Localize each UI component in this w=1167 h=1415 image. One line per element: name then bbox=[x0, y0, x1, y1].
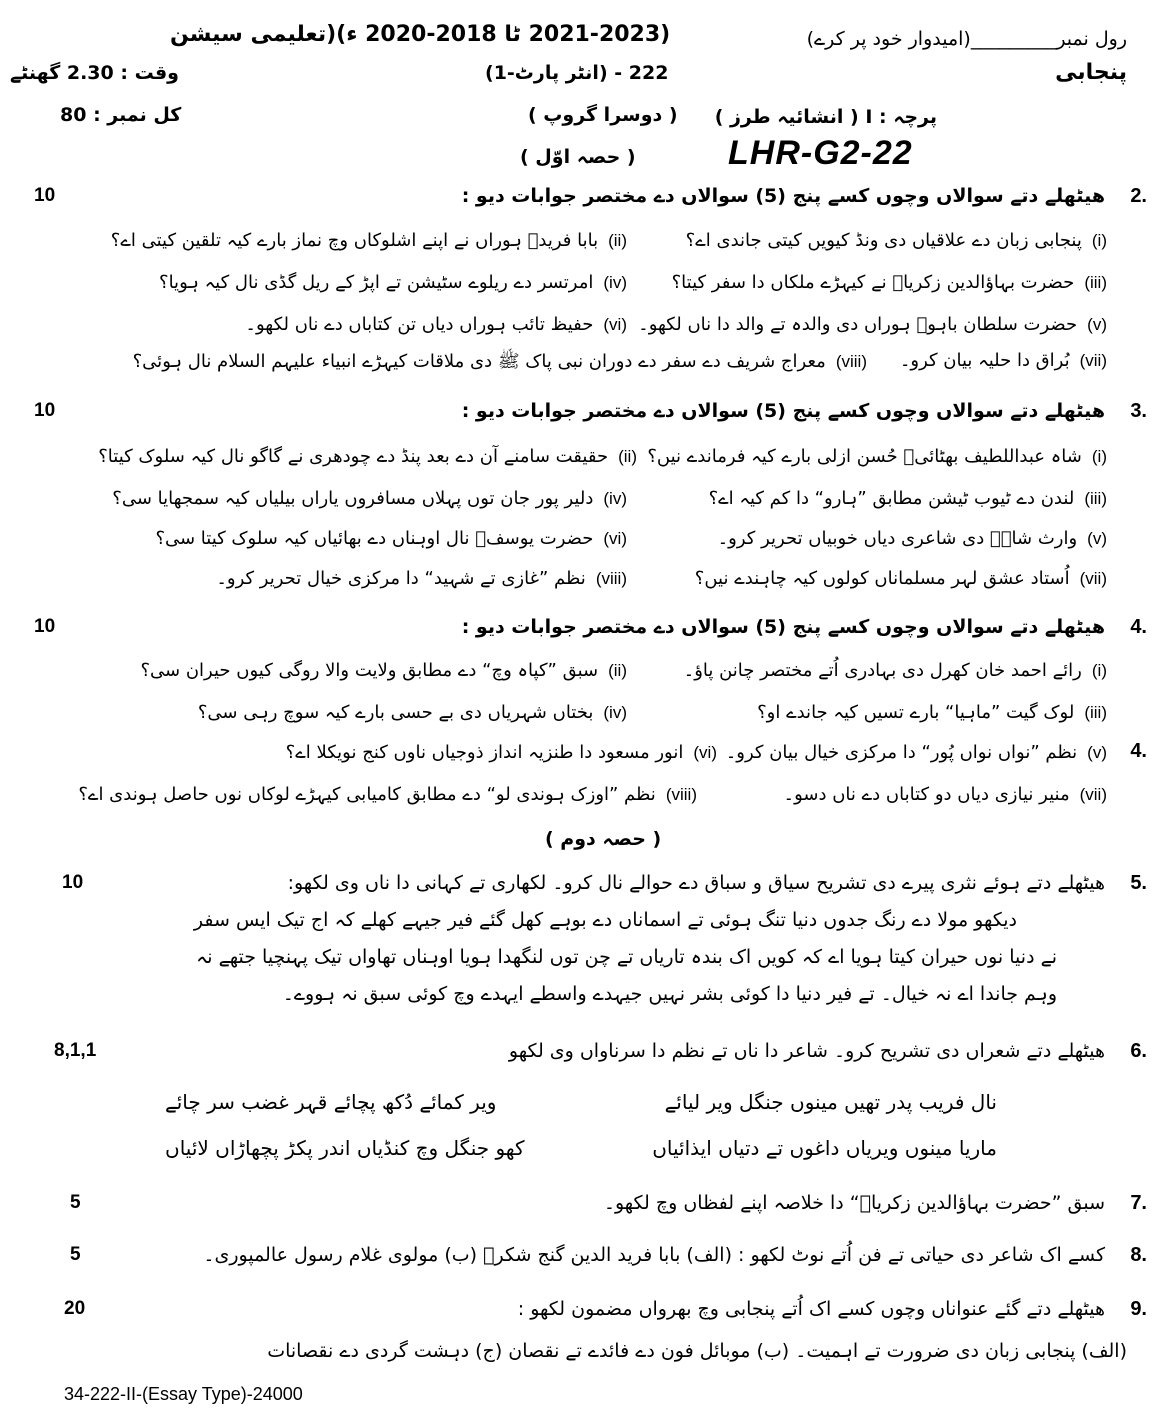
subject-title: پنجابی bbox=[1055, 60, 1127, 85]
q4-part-vii: (vii)منیر نیازی دیاں دو کتاباں دے ناں دسو۔ bbox=[783, 784, 1107, 805]
question-9-header bbox=[20, 1298, 1147, 1326]
question-number: 6. bbox=[1130, 1040, 1147, 1062]
session-line: (2021-2023 ٹا 2018-2020 ء)(تعلیمی سیشن bbox=[170, 22, 671, 47]
question-number: 5. bbox=[1130, 872, 1147, 894]
q4-part-vi: (vi)انور مسعود دا طنزیہ انداز ذوجیاں ناوں کنج نویکلا اے؟ bbox=[285, 742, 717, 763]
question-marks: 10 bbox=[34, 616, 56, 637]
question-number: 3. bbox=[1130, 400, 1147, 422]
question-marks: 10 bbox=[34, 400, 56, 421]
question-3-header bbox=[20, 400, 1147, 428]
question-4-header bbox=[20, 616, 1147, 644]
passage-line: نے دنیا نوں حیران کیتا ہویا اے کہ کویں اک بندہ تاریاں تے چن توں لنگھدا ہویا اوہناں تھاواں تیک پہنچیا جتھے نہ bbox=[196, 946, 1057, 968]
q4-part-iv: (iv)بختاں شہریاں دی بے حسی بارے کیہ سوچ رہی سی؟ bbox=[197, 702, 627, 723]
q4-part-v: (v)نظم ”نواں نواں پُور“ دا مرکزی خیال بیان کرو۔ bbox=[725, 742, 1107, 763]
question-marks: 10 bbox=[34, 185, 56, 206]
roll-number-line: رول نمبر_________(امیدوار خود پر کرے) bbox=[806, 28, 1127, 50]
q2-part-ii: (ii)بابا فریدؒ ہوراں نے اپنے اشلوکاں وچ نماز بارے کیہ تلقین کیتی اے؟ bbox=[110, 230, 627, 251]
total-marks: کل نمبر : 80 bbox=[60, 104, 182, 126]
course-code: 222 - (انٹر پارٹ-1) bbox=[485, 62, 669, 84]
question-number: 4. bbox=[1130, 616, 1147, 638]
question-instruction: ھیٹھلے دتے ہوئے نثری پیرے دی تشریح سیاق و سباق دے حوالے نال کرو۔ لکھاری تے کہانی دا ناں وی لکھو: bbox=[287, 872, 1105, 894]
verse-line-2-left: کھو جنگل وچ کنڈیاں اندر پکڑ پچھاڑاں لائیاں bbox=[165, 1136, 525, 1160]
section-one-title: ( حصہ اوّل ) bbox=[520, 146, 636, 168]
question-marks: 10 bbox=[62, 872, 84, 893]
question-8-header bbox=[20, 1244, 1147, 1272]
group-label: ( دوسرا گروپ ) bbox=[528, 104, 678, 126]
q3-part-v: (v)وارث شاہؒ دی شاعری دیاں خوبیاں تحریر کرو۔ bbox=[717, 528, 1107, 549]
q2-part-iv: (iv)امرتسر دے ریلوے سٹیشن تے اپڑ کے ریل گڈی نال کیہ ہویا؟ bbox=[159, 272, 627, 293]
verse-line-1-right: نال فریب پدر تھیں مینوں جنگل ویر لیائے bbox=[664, 1090, 997, 1114]
q4-part-iii: (iii)لوک گیت ”ماہیا“ بارے تسیں کیہ جاندے او؟ bbox=[757, 702, 1107, 723]
q2-part-v: (v)حضرت سلطان باہوؒ ہوراں دی والدہ تے والد دا ناں لکھو۔ bbox=[638, 314, 1107, 335]
question-marks: 8,1,1 bbox=[54, 1040, 97, 1061]
q3-part-iii: (iii)لندن دے ٹیوب ٹیشن مطابق ”ہارو“ دا کم کیہ اے؟ bbox=[708, 488, 1107, 509]
question-instruction: ھیٹھلے دتے سوالاں وچوں کسے پنج (5) سوالاں دے مختصر جوابات دیو : bbox=[461, 616, 1105, 638]
q3-part-viii: (viii)نظم ”غازی تے شہید“ دا مرکزی خیال تحریر کرو۔ bbox=[216, 568, 627, 589]
time-label: وقت : 2.30 گھنٹے bbox=[10, 62, 179, 84]
q3-part-ii: (ii)حقیقت سامنے آن دے بعد پنڈ دے چودھری نے گاگو نال کیہ سلوک کیتا؟ bbox=[98, 446, 637, 467]
question-number: 8. bbox=[1130, 1244, 1147, 1266]
question-number: 9. bbox=[1130, 1298, 1147, 1320]
question-instruction: کسے اک شاعر دی حیاتی تے فن اُتے نوٹ لکھو : (الف) بابا فرید الدین گنج شکرؒ (ب) مولوی غلام رسول عالمپوری۔ bbox=[203, 1244, 1105, 1266]
verse-line-2-right: ماریا مینوں ویریاں داغوں تے دتیاں ایذائیاں bbox=[652, 1136, 997, 1160]
question-6-header bbox=[20, 1040, 1147, 1068]
q3-part-i: (i)شاہ عبداللطیف بھٹائیؒ حُسن ازلی بارے کیہ فرماندے نیں؟ bbox=[647, 446, 1107, 467]
question-4-repeat-number: 4. bbox=[1130, 740, 1147, 762]
question-marks: 20 bbox=[64, 1298, 86, 1319]
question-instruction: ھیٹھلے دتے سوالاں وچوں کسے پنج (5) سوالاں دے مختصر جوابات دیو : bbox=[461, 185, 1105, 207]
question-5-header bbox=[20, 872, 1147, 900]
q4-part-ii: (ii)سبق ”کپاہ وچ“ دے مطابق ولایت والا روگی کیوں حیران سی؟ bbox=[140, 660, 627, 681]
question-marks: 5 bbox=[70, 1192, 81, 1213]
question-number: 2. bbox=[1130, 185, 1147, 207]
q4-part-viii: (viii)نظم ”اوزک ہوندی لو“ دے مطابق کامیابی کیہڑے لوکاں نوں حاصل ہوندی اے؟ bbox=[78, 784, 697, 805]
q2-part-viii: (viii)معراج شریف دے سفر دے دوران نبی پاک ﷺ دی ملاقات کیہڑے انبیاء علیہم السلام نال ہوئی؟ bbox=[132, 351, 867, 372]
q3-part-iv: (iv)دلیر پور جان توں پہلاں مسافروں یاراں بیلیاں کیہ سمجھایا سی؟ bbox=[112, 488, 627, 509]
essay-options: (الف) پنجابی زبان دی ضرورت تے اہمیت۔ (ب) موبائل فون دے فائدے تے نقصان (ج) دہشت گردی دے نقصانات bbox=[267, 1340, 1127, 1362]
section-two-title: ( حصہ دوم ) bbox=[545, 828, 662, 850]
question-marks: 5 bbox=[70, 1244, 81, 1265]
question-number: 7. bbox=[1130, 1192, 1147, 1214]
paper-label: پرچہ : I ( انشائیہ طرز ) bbox=[714, 106, 937, 128]
question-instruction: ھیٹھلے دتے سوالاں وچوں کسے پنج (5) سوالاں دے مختصر جوابات دیو : bbox=[461, 400, 1105, 422]
paper-footer-code: 34-222-II-(Essay Type)-24000 bbox=[64, 1384, 303, 1404]
passage-line: دیکھو مولا دے رنگ جدوں دنیا تنگ ہوئی تے اسماناں دے بوہے کھل گئے فیر جیہے کھلے کہ اج تیک ایس سفر bbox=[193, 909, 1017, 931]
q3-part-vi: (vi)حضرت یوسفؑ نال اوہناں دے بھائیاں کیہ سلوک کیتا سی؟ bbox=[155, 528, 627, 549]
question-instruction: ھیٹھلے دتے شعراں دی تشریح کرو۔ شاعر دا ناں تے نظم دا سرناواں وی لکھو bbox=[508, 1040, 1105, 1062]
prose-passage bbox=[97, 902, 1057, 1013]
q3-part-vii: (vii)اُستاد عشق لہر مسلماناں کولوں کیہ چاہندے نیں؟ bbox=[694, 568, 1107, 589]
question-instruction: سبق ”حضرت بہاؤالدین زکریاؒ“ دا خلاصہ اپنے لفظاں وچ لکھو۔ bbox=[603, 1192, 1105, 1214]
q2-part-iii: (iii)حضرت بہاؤالدین زکریاؒ نے کیہڑے ملکاں دا سفر کیتا؟ bbox=[671, 272, 1107, 293]
q2-part-vi: (vi)حفیظ تائب ہوراں دیاں تن کتاباں دے ناں لکھو۔ bbox=[245, 314, 627, 335]
passage-line: وہم جاندا اے نہ خیال۔ تے فیر دنیا دا کوئی بشر نہیں جیہدے واسطے ایہدے وچ کوئی سبق نہ ہووے۔ bbox=[282, 983, 1057, 1005]
board-stamp: LHR-G2-22 bbox=[728, 134, 913, 172]
question-instruction: ھیٹھلے دتے گئے عنواناں وچوں کسے اک اُتے پنجابی وچ بھرواں مضمون لکھو : bbox=[517, 1298, 1105, 1320]
question-7-header bbox=[20, 1192, 1147, 1220]
verse-line-1-left: ویر کمائے دُکھ پچائے قہر غضب سر چائے bbox=[165, 1090, 497, 1114]
q4-part-i: (i)رائے احمد خان کھرل دی بہادری اُتے مختصر چانن پاؤ۔ bbox=[683, 660, 1107, 681]
question-2-header bbox=[20, 185, 1147, 213]
q2-part-vii: (vii)بُراق دا حلیہ بیان کرو۔ bbox=[899, 350, 1107, 371]
q2-part-i: (i)پنجابی زبان دے علاقیاں دی ونڈ کیویں کیتی جاندی اے؟ bbox=[685, 230, 1107, 251]
